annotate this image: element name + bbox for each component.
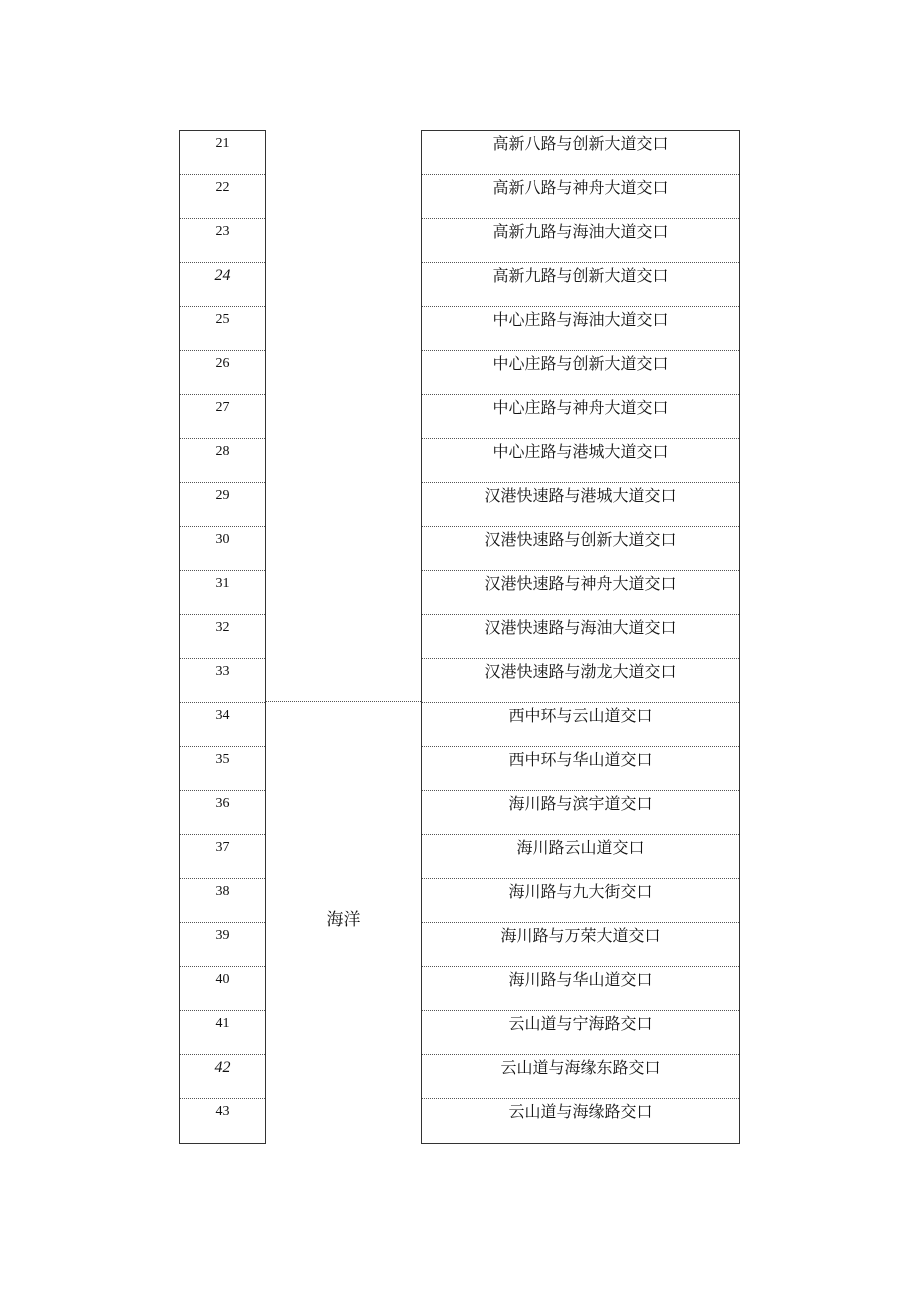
location-cell: 西中环与华山道交口 — [422, 747, 739, 791]
location-cell: 中心庄路与神舟大道交口 — [422, 395, 739, 439]
location-cell: 汉港快速路与创新大道交口 — [422, 527, 739, 571]
row-number: 29 — [180, 483, 265, 527]
row-number: 23 — [180, 219, 265, 263]
row-number: 34 — [180, 703, 265, 747]
row-number: 39 — [180, 923, 265, 967]
location-cell: 海川路与万荣大道交口 — [422, 923, 739, 967]
row-number: 41 — [180, 1011, 265, 1055]
location-cell: 高新九路与创新大道交口 — [422, 263, 739, 307]
row-number: 43 — [215, 1104, 230, 1119]
district-label: 海洋 — [326, 910, 361, 930]
row-number: 30 — [180, 527, 265, 571]
location-cell: 海川路云山道交口 — [422, 835, 739, 879]
location-column — [421, 130, 740, 1144]
location-cell: 云山道与宁海路交口 — [422, 1011, 739, 1055]
location-cell: 海川路与华山道交口 — [422, 967, 739, 1011]
row-number: 32 — [180, 615, 265, 659]
district-separator — [266, 701, 421, 702]
location-cell: 中心庄路与港城大道交口 — [422, 439, 739, 483]
row-number: 27 — [180, 395, 265, 439]
row-number: 21 — [180, 131, 265, 175]
row-number: 38 — [180, 879, 265, 923]
row-number: 31 — [180, 571, 265, 615]
row-number: 36 — [180, 791, 265, 835]
row-number: 22 — [180, 175, 265, 219]
location-cell: 海川路与滨宇道交口 — [422, 791, 739, 835]
location-cell: 高新九路与海油大道交口 — [422, 219, 739, 263]
location-cell: 云山道与海缘路交口 — [508, 1102, 653, 1121]
row-number: 37 — [180, 835, 265, 879]
location-cell: 中心庄路与创新大道交口 — [422, 351, 739, 395]
row-number: 33 — [180, 659, 265, 703]
location-cell: 汉港快速路与渤龙大道交口 — [422, 659, 739, 703]
row-number: 42 — [180, 1055, 265, 1099]
location-cell: 云山道与海缘东路交口 — [422, 1055, 739, 1099]
location-cell: 海川路与九大街交口 — [422, 879, 739, 923]
location-cell: 中心庄路与海油大道交口 — [422, 307, 739, 351]
row-number: 28 — [180, 439, 265, 483]
row-number: 25 — [180, 307, 265, 351]
row-number: 35 — [180, 747, 265, 791]
row-number: 26 — [180, 351, 265, 395]
location-cell: 汉港快速路与神舟大道交口 — [422, 571, 739, 615]
location-cell: 西中环与云山道交口 — [422, 703, 739, 747]
location-cell: 汉港快速路与海油大道交口 — [422, 615, 739, 659]
row-number: 24 — [180, 263, 265, 307]
location-cell: 高新八路与创新大道交口 — [422, 131, 739, 175]
location-cell: 高新八路与神舟大道交口 — [422, 175, 739, 219]
location-cell: 汉港快速路与港城大道交口 — [422, 483, 739, 527]
row-number: 40 — [180, 967, 265, 1011]
number-column — [179, 130, 266, 1144]
